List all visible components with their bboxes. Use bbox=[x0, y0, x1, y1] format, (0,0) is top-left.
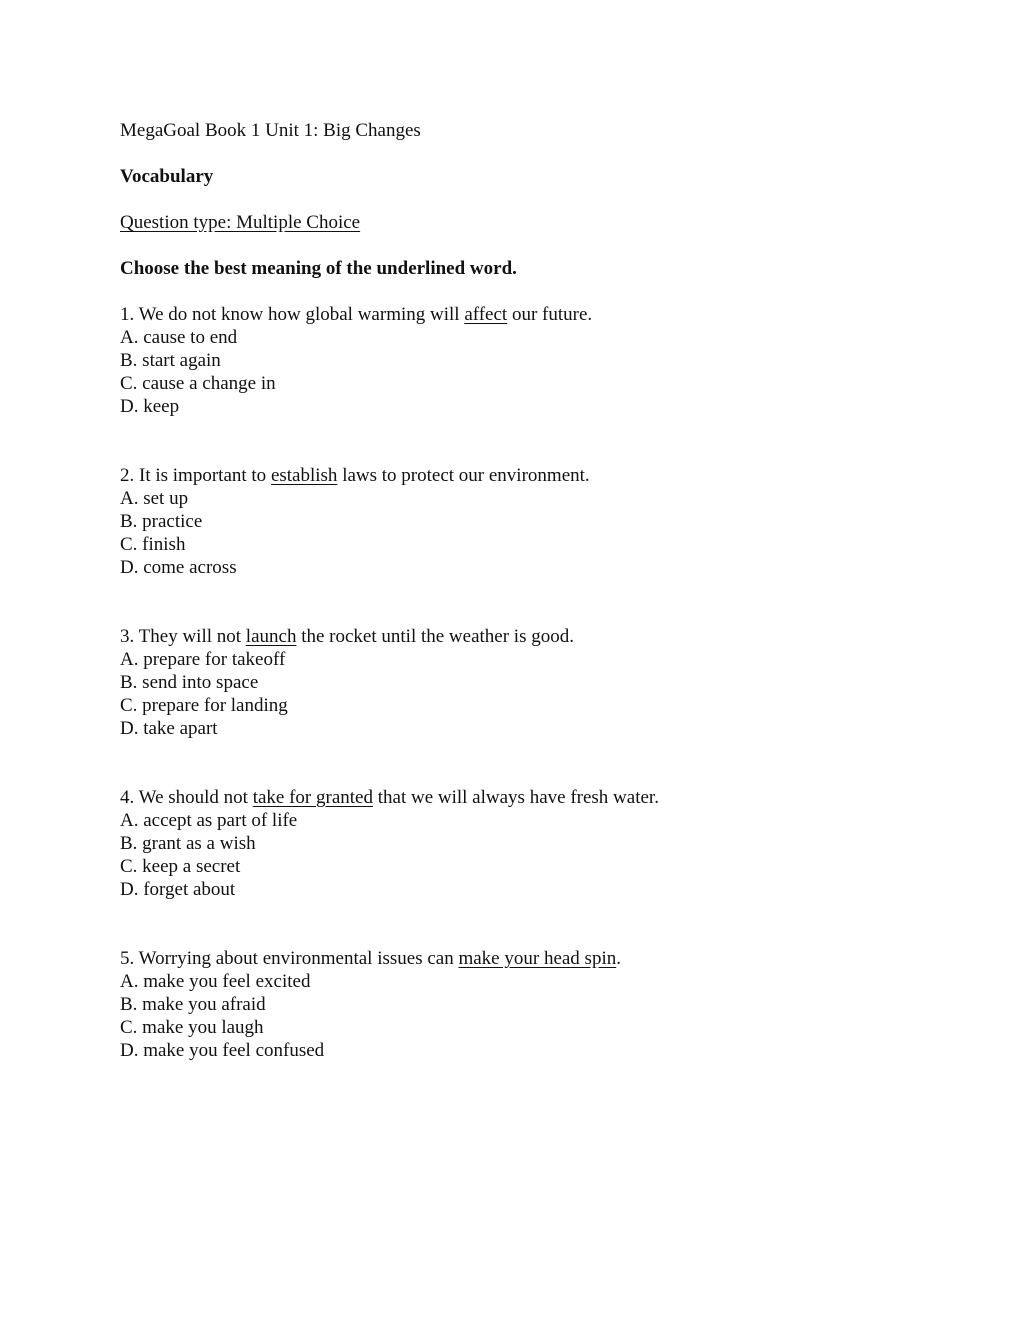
answer-option: C. make you laugh bbox=[120, 1017, 264, 1038]
answer-option: B. practice bbox=[120, 511, 203, 532]
question-stem-prefix: 3. They will not bbox=[120, 626, 246, 647]
question-stem-prefix: 2. It is important to bbox=[120, 465, 271, 486]
question-stem-prefix: 5. Worrying about environmental issues can bbox=[120, 948, 459, 969]
answer-option: D. keep bbox=[120, 396, 180, 417]
underlined-word: launch bbox=[245, 626, 297, 647]
answer-option: D. forget about bbox=[120, 879, 236, 900]
answer-option: B. send into space bbox=[120, 672, 259, 693]
underlined-word: establish bbox=[270, 465, 338, 486]
question-stem bbox=[120, 947, 940, 970]
question-stem bbox=[120, 625, 940, 648]
underlined-word: take for granted bbox=[252, 787, 373, 808]
question-stem-suffix: the rocket until the weather is good. bbox=[296, 626, 574, 647]
answer-option: A. cause to end bbox=[120, 327, 238, 348]
question-stem-suffix: . bbox=[616, 948, 621, 969]
question-stem-prefix: 4. We should not bbox=[120, 787, 253, 808]
answer-option: A. accept as part of life bbox=[120, 810, 298, 831]
answer-option: A. make you feel excited bbox=[120, 971, 311, 992]
question-block bbox=[120, 464, 940, 579]
underlined-word: affect bbox=[464, 304, 508, 325]
answer-option: A. set up bbox=[120, 488, 189, 509]
document-page bbox=[120, 119, 940, 1062]
question-block bbox=[120, 303, 940, 418]
question-stem-suffix: laws to protect our environment. bbox=[337, 465, 590, 486]
question-type-label: Question type: Multiple Choice bbox=[120, 212, 361, 233]
question-stem-suffix: that we will always have fresh water. bbox=[372, 787, 659, 808]
question-stem-prefix: 1. We do not know how global warming will bbox=[120, 304, 465, 325]
question-stem bbox=[120, 786, 940, 809]
underlined-word: make your head spin bbox=[458, 948, 617, 969]
question-block bbox=[120, 947, 940, 1062]
answer-option: D. make you feel confused bbox=[120, 1040, 325, 1061]
answer-option: B. grant as a wish bbox=[120, 833, 256, 854]
answer-option: D. come across bbox=[120, 557, 237, 578]
answer-option: C. prepare for landing bbox=[120, 695, 288, 716]
answer-option: C. keep a secret bbox=[120, 856, 241, 877]
instruction-text: Choose the best meaning of the underlined word. bbox=[120, 258, 517, 279]
question-stem-suffix: our future. bbox=[507, 304, 593, 325]
question-stem bbox=[120, 464, 940, 487]
answer-option: B. make you afraid bbox=[120, 994, 266, 1015]
question-block bbox=[120, 786, 940, 901]
answer-option: B. start again bbox=[120, 350, 221, 371]
section-heading: Vocabulary bbox=[120, 166, 214, 187]
answer-option: C. cause a change in bbox=[120, 373, 276, 394]
answer-option: C. finish bbox=[120, 534, 186, 555]
answer-option: D. take apart bbox=[120, 718, 218, 739]
question-block bbox=[120, 625, 940, 740]
question-stem bbox=[120, 303, 940, 326]
answer-option: A. prepare for takeoff bbox=[120, 649, 286, 670]
document-title: MegaGoal Book 1 Unit 1: Big Changes bbox=[120, 120, 421, 141]
